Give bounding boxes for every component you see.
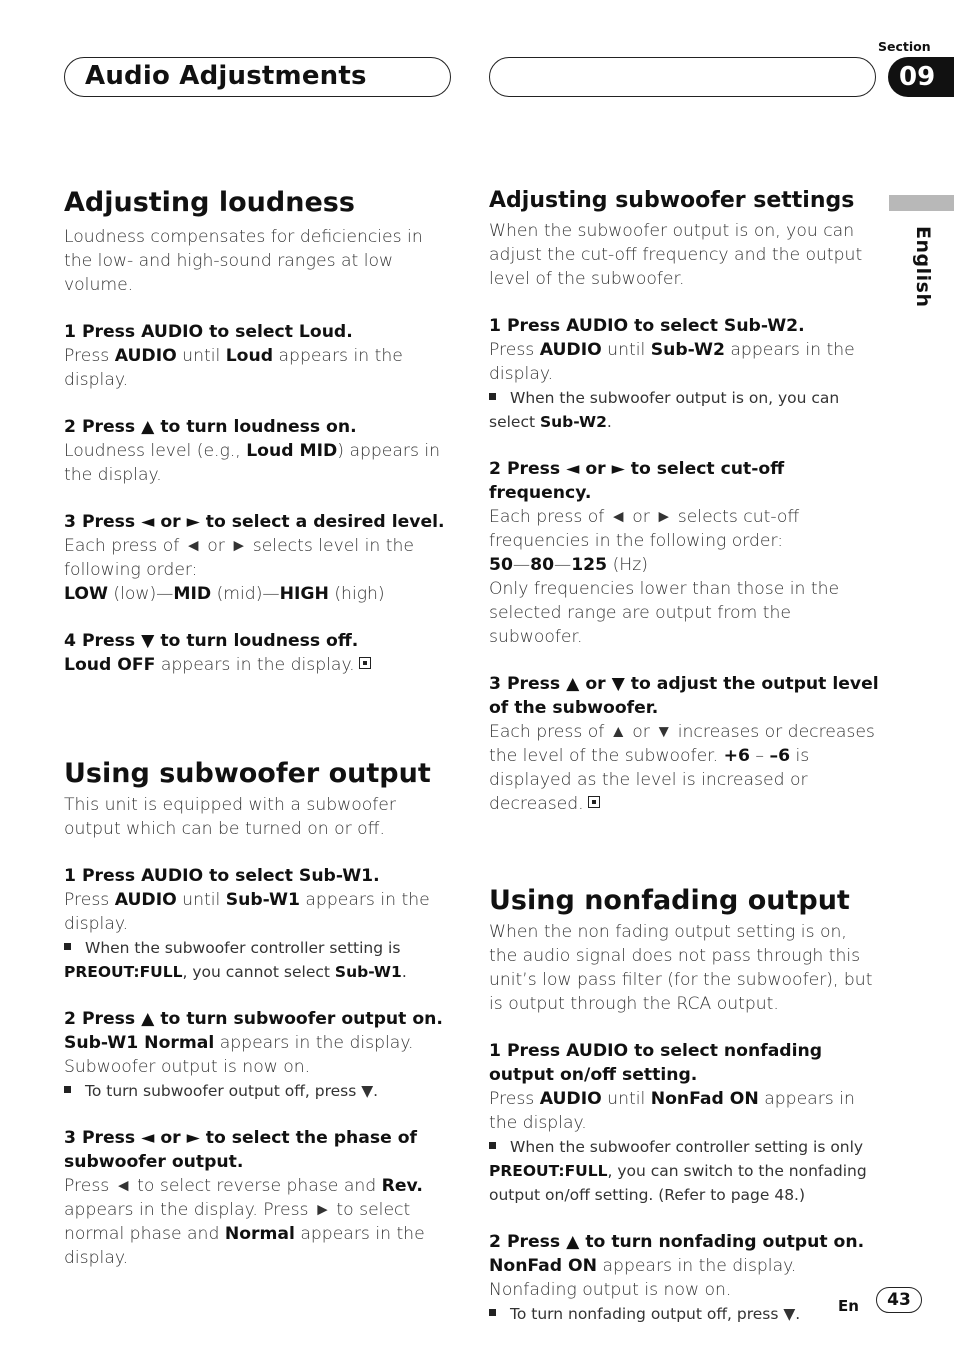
settings-intro: When the subwoofer output is on, you can adjust the cut-off frequency and the output level of the subwoofer. xyxy=(489,221,863,289)
settings-step-3-body: Each press of ▲ or ▼ increases or decreases the level of the subwoofer. +6 – –6 is displayed as the level is increased or decreased. xyxy=(489,722,875,814)
subwoofer-step-2-body: Sub-W1 Normal appears in the display. Subwoofer output is now on. xyxy=(64,1033,414,1077)
settings-step-1: 1 Press AUDIO to select Sub-W2. xyxy=(489,316,805,336)
heading-using-subwoofer-output: Using subwoofer output xyxy=(64,758,431,789)
bullet-square-icon xyxy=(489,1309,496,1316)
heading-using-nonfading-output: Using nonfading output xyxy=(489,885,850,916)
left-column xyxy=(64,186,454,1270)
nonfading-step-2: 2 Press ▲ to turn nonfading output on. xyxy=(489,1232,865,1252)
end-mark-icon xyxy=(588,796,600,808)
bullet-square-icon xyxy=(489,1142,496,1149)
end-mark-icon xyxy=(359,657,371,669)
nonfading-step-1-body: Press AUDIO until NonFad ON appears in the display. xyxy=(489,1089,855,1133)
loudness-step-3: 3 Press ◄ or ► to select a desired level. xyxy=(64,512,445,532)
loudness-step-3-body: Each press of ◄ or ► selects level in the following order: xyxy=(64,536,414,580)
page-number: 43 xyxy=(876,1287,922,1313)
subwoofer-note-2: To turn subwoofer output off, press ▼. xyxy=(64,1079,454,1103)
subwoofer-step-2: 2 Press ▲ to turn subwoofer output on. xyxy=(64,1009,443,1029)
footer-language: En xyxy=(838,1297,859,1315)
loudness-step-4-body: Loud OFF appears in the display. xyxy=(64,653,454,677)
heading-adjusting-subwoofer-settings: Adjusting subwoofer settings xyxy=(489,188,855,213)
subwoofer-step-1: 1 Press AUDIO to select Sub-W1. xyxy=(64,866,380,886)
blank-header-pill xyxy=(489,57,876,97)
bullet-square-icon xyxy=(64,1086,71,1093)
subwoofer-step-3-body: Press ◄ to select reverse phase and Rev. appears in the display. Press ► to select normal phase and Normal appears in the display. xyxy=(64,1176,425,1268)
settings-step-2-note: Only frequencies lower than those in the selected range are output from the subwoofer. xyxy=(489,579,840,647)
section-title: Audio Adjustments xyxy=(85,61,367,91)
language-label: English xyxy=(912,226,934,308)
nonfading-step-1: 1 Press AUDIO to select nonfading output on/off setting. xyxy=(489,1041,823,1085)
settings-step-3: 3 Press ▲ or ▼ to adjust the output level of the subwoofer. xyxy=(489,674,879,718)
language-tab-bar xyxy=(889,195,954,211)
settings-step-2-body: Each press of ◄ or ► selects cut-off frequencies in the following order: xyxy=(489,507,800,551)
subwoofer-note-1: When the subwoofer controller setting is PREOUT:FULL, you cannot select Sub-W1. xyxy=(64,939,407,981)
settings-step-2: 2 Press ◄ or ► to select cut-off frequency. xyxy=(489,459,785,503)
section-number-badge: 09 xyxy=(888,57,954,97)
loudness-step-2: 2 Press ▲ to turn loudness on. xyxy=(64,417,357,437)
bullet-square-icon xyxy=(489,393,496,400)
nonfading-note-1: When the subwoofer controller setting is only PREOUT:FULL, you can switch to the nonfading output on/off setting. (Refer to page 48.) xyxy=(489,1138,867,1204)
settings-step-1-body: Press AUDIO until Sub-W2 appears in the display. xyxy=(489,340,855,384)
nonfading-note-2: To turn nonfading output off, press ▼. xyxy=(489,1302,879,1326)
loudness-step-4: 4 Press ▼ to turn loudness off. xyxy=(64,631,359,651)
subwoofer-step-3: 3 Press ◄ or ► to select the phase of subwoofer output. xyxy=(64,1128,418,1172)
settings-note-1: When the subwoofer output is on, you can select Sub-W2. xyxy=(489,389,840,431)
loudness-step-2-body: Loudness level (e.g., Loud MID) appears in the display. xyxy=(64,441,441,485)
nonfading-intro: When the non fading output setting is on, the audio signal does not pass through this unit’s low pass filter (for the subwoofer), but is output through the RCA output. xyxy=(489,922,873,1014)
subwoofer-intro: This unit is equipped with a subwoofer output which can be turned on or off. xyxy=(64,795,396,839)
heading-adjusting-loudness: Adjusting loudness xyxy=(64,187,355,218)
subwoofer-step-1-body: Press AUDIO until Sub-W1 appears in the display. xyxy=(64,890,430,934)
cutoff-frequency-order: 50—80—125 (Hz) xyxy=(489,555,648,575)
loudness-step-1: 1 Press AUDIO to select Loud. xyxy=(64,322,353,342)
section-label: Section xyxy=(878,39,931,54)
bullet-square-icon xyxy=(64,943,71,950)
section-title-pill xyxy=(64,57,451,97)
loudness-intro: Loudness compensates for deficiencies in the low- and high-sound ranges at low volume. xyxy=(64,227,423,295)
loudness-level-order: LOW (low)—MID (mid)—HIGH (high) xyxy=(64,584,385,604)
loudness-step-1-body: Press AUDIO until Loud appears in the display. xyxy=(64,346,403,390)
right-column xyxy=(489,187,879,1326)
nonfading-step-2-body: NonFad ON appears in the display. Nonfading output is now on. xyxy=(489,1256,797,1300)
